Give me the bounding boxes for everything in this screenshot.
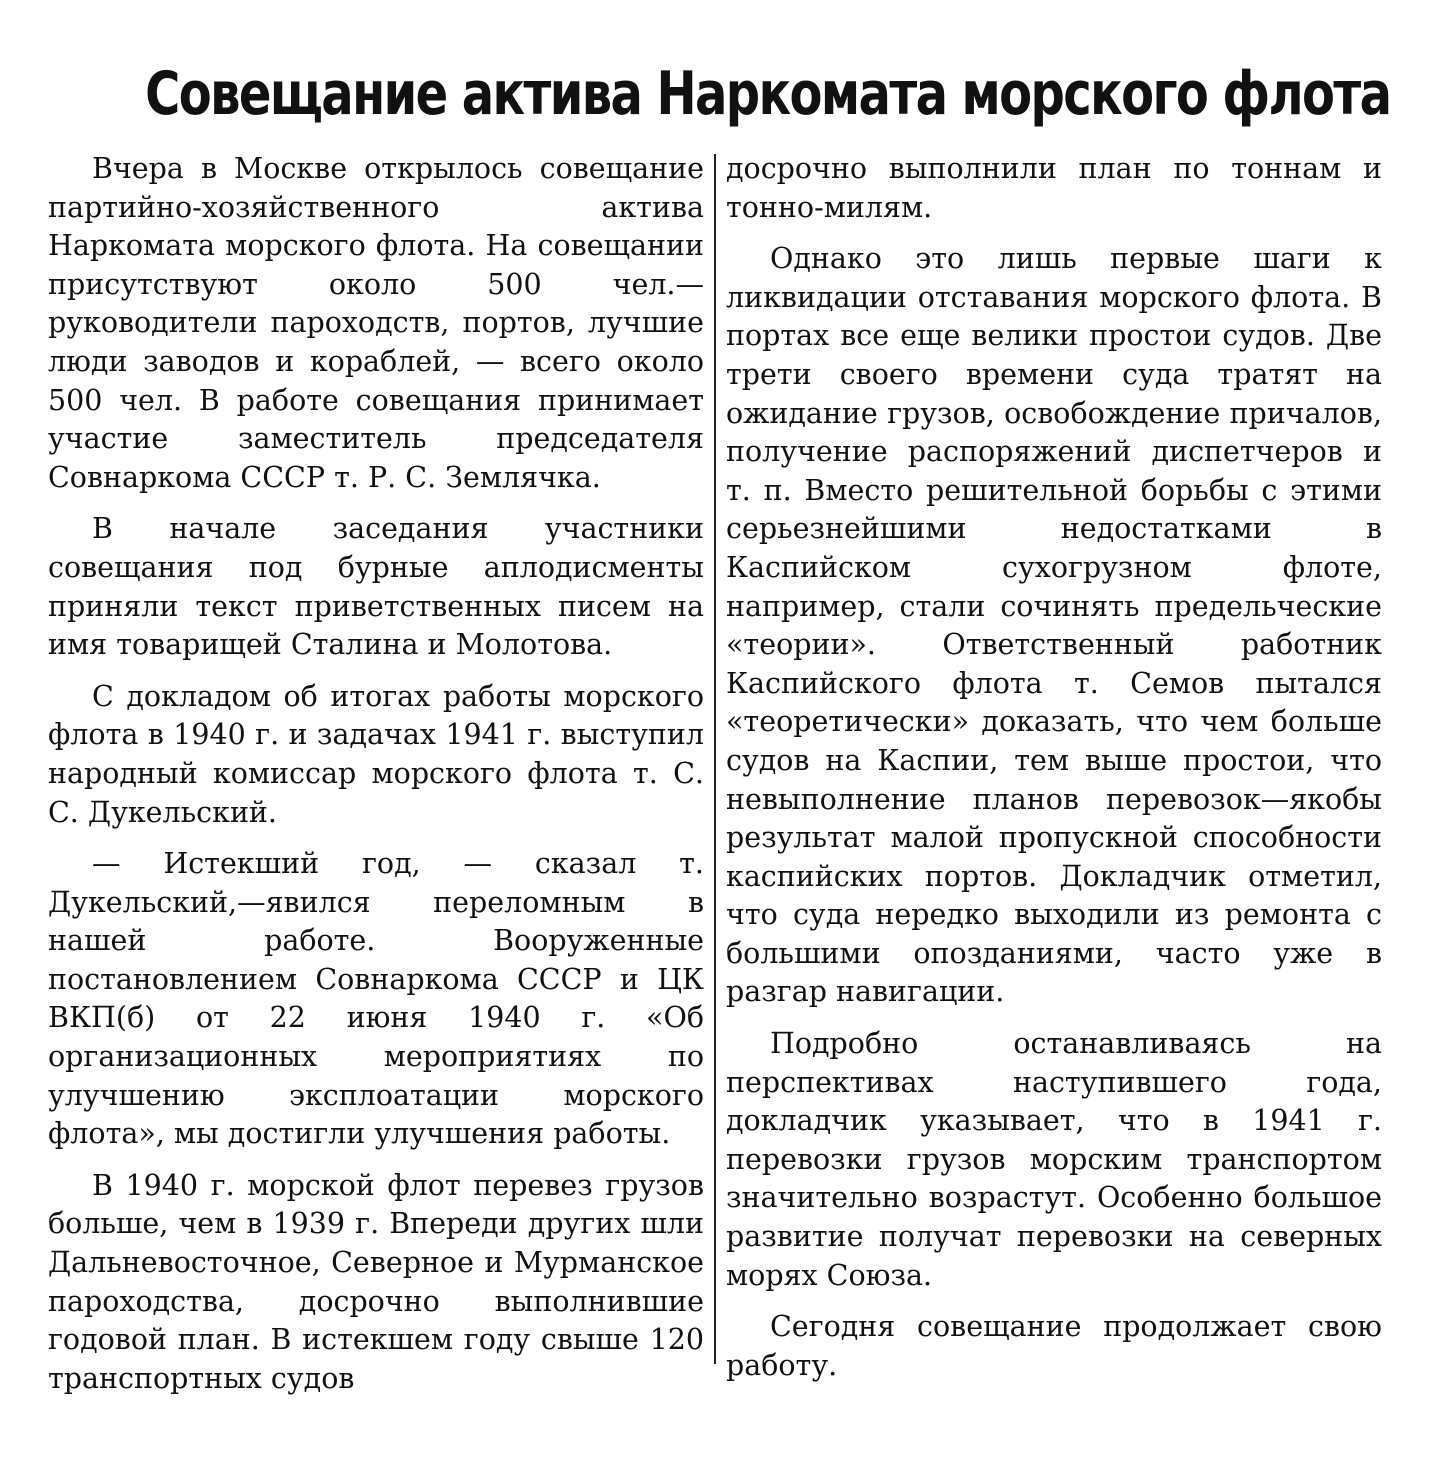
article-paragraph-continued: досрочно выполнили план по тоннам и тонно-милям. [726, 152, 1382, 224]
article-paragraph: В 1940 г. морской флот перевез грузов больше, чем в 1939 г. Впереди других шли Дальневосточное, Северное и Мурманское пароходства, досрочно выполнившие годовой план. В истекшем году свыше 120 транспортных судов [48, 1168, 704, 1395]
article-column-left [48, 150, 704, 1411]
article-paragraph: С докладом об итогах работы морского флота в 1940 г. и задачах 1941 г. выступил народный комиссар морского флота т. С. С. Дукельский. [48, 679, 704, 829]
article-paragraph: Сегодня совещание продолжает свою работу. [726, 1310, 1382, 1382]
article-headline: Совещание актива Наркомата морского флота [145, 59, 1391, 129]
article-paragraph: Вчера в Москве открылось совещание партийно-хозяйственного актива Наркомата морского флота. На совещании присутствуют около 500 чел.—руководители пароходств, портов, лучшие люди заводов и кораблей, — всего около 500 чел. В работе совещания принимает участие заместитель председателя Совнаркома СССР т. Р. С. Землячка. [48, 152, 704, 494]
article-paragraph: Подробно останавливаясь на перспективах наступившего года, докладчик указывает, что в 1941 г. перевозки грузов морским транспортом значительно возрастут. Особенно большое развитие получат перевозки на северных морях Союза. [726, 1027, 1382, 1292]
article-paragraph: — Истекший год, — сказал т. Дукельский,—явился переломным в нашей работе. Вооруженные постановлением Совнаркома СССР и ЦК ВКП(б) от 22 июня 1940 г. «Об организационных мероприятиях по улучшению эксплоатации морского флота», мы достигли улучшения работы. [48, 847, 704, 1151]
column-divider [714, 154, 716, 1364]
article-paragraph: Однако это лишь первые шаги к ликвидации отставания морского флота. В портах все еще велики простои судов. Две трети своего времени суда тратят на ожидание грузов, освобождение причалов, получение распоряжений диспетчеров и т. п. Вместо решительной борьбы с этими серьезнейшими недостатками в Каспийском сухогрузном флоте, например, стали сочинять предельческие «теории». Ответственный работник Каспийского флота т. Семов пытался «теоретически» доказать, что чем больше судов на Каспии, тем выше простои, что невыполнение планов перевозок—якобы результат малой пропускной способности каспийских портов. Докладчик отметил, что суда нередко выходили из ремонта с большими опозданиями, часто уже в разгар навигации. [726, 242, 1382, 1009]
article-paragraph: В начале заседания участники совещания под бурные аплодисменты приняли текст приветственных писем на имя товарищей Сталина и Молотова. [48, 512, 704, 662]
article-column-right [726, 150, 1382, 1398]
